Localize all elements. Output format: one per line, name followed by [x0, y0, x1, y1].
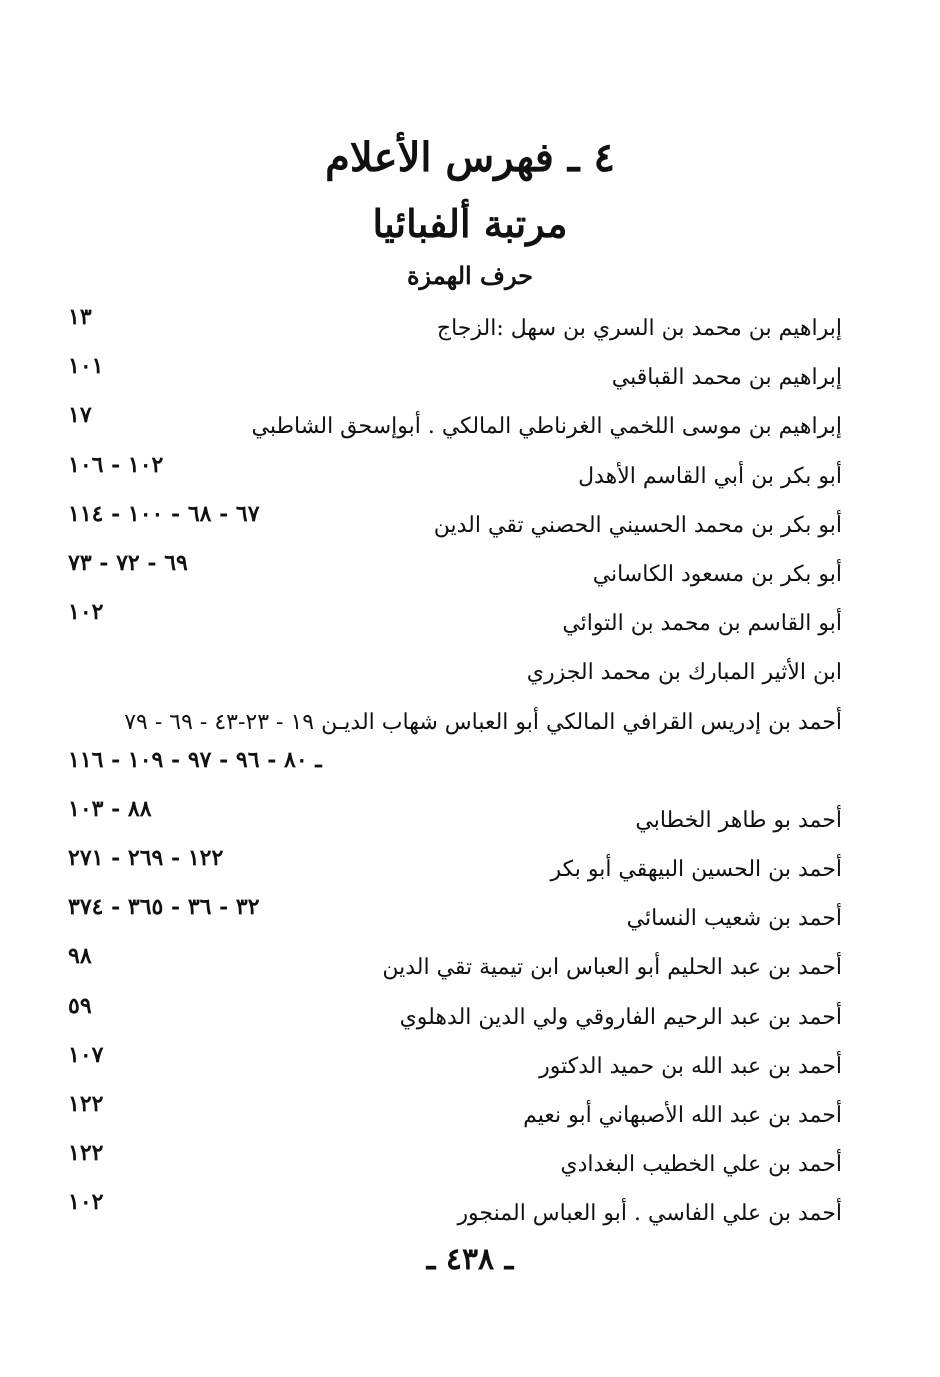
page-number: ـ ٤٣٨ ـ	[426, 1242, 514, 1277]
entry-name: أحمد بن عبد الله بن حميد الدكتور	[539, 1053, 842, 1079]
index-entry	[0, 497, 940, 546]
entry-name: إبراهيم بن محمد بن السري بن سهل :الزجاج	[436, 316, 842, 341]
entry-name: أحمد بن شعيب النسائي	[626, 906, 842, 932]
entry-name: إبراهيم بن موسى اللخمي الغرناطي المالكي . أبوإسحق الشاطبي	[251, 414, 842, 440]
entry-pages: ٨٨ - ١٠٣	[68, 795, 152, 822]
entry-pages: ٦٩ - ٧٢ - ٧٣	[68, 549, 188, 576]
entry-name: أحمد بن عبد الرحيم الفاروقي ولي الدين الدهلوي	[399, 1004, 842, 1030]
index-entry	[0, 989, 940, 1038]
index-entry	[0, 1038, 940, 1087]
entry-name: ابن الأثير المبارك بن محمد الجزري	[526, 660, 842, 686]
entry-pages: ١٠٢	[68, 599, 104, 626]
index-entry	[0, 1185, 940, 1234]
entry-name: أحمد بن علي الفاسي . أبو العباس المنجور	[457, 1201, 842, 1227]
entry-name: أبو بكر بن أبي القاسم الأهدل	[578, 463, 842, 489]
entry-pages: ٦٧ - ٦٨ - ١٠٠ - ١١٤	[68, 500, 260, 527]
entry-name: أبو القاسم بن محمد بن التوائي	[562, 611, 842, 637]
index-entry	[0, 841, 940, 890]
entry-pages: ١٠٧	[68, 1041, 104, 1068]
index-entry-continuation	[0, 743, 940, 792]
entry-name: أحمد بو طاهر الخطابي	[635, 807, 842, 833]
index-title: ٤ ـ فهرس الأعلام	[325, 134, 615, 181]
entry-pages: ١٧	[68, 402, 92, 429]
index-entry	[0, 300, 940, 349]
entry-name: أبو بكر بن مسعود الكاساني	[592, 561, 842, 587]
entry-pages: ١٢٢ - ٢٦٩ - ٢٧١	[68, 845, 224, 872]
entry-name: أبو بكر بن محمد الحسيني الحصني تقي الدين	[433, 512, 842, 538]
index-entry	[0, 448, 940, 497]
entry-name: إبراهيم بن محمد القباقبي	[611, 365, 842, 391]
entry-pages: ١٢٢	[68, 1140, 104, 1167]
index-entry	[0, 595, 940, 644]
index-subtitle: مرتبة ألفبائيا	[372, 201, 568, 246]
section-heading: حرف الهمزة	[406, 261, 534, 290]
entry-pages: ٥٩	[68, 992, 92, 1019]
entry-pages: ١٠١	[68, 353, 104, 380]
entry-name: أحمد بن عبد الحليم أبو العباس ابن تيمية تقي الدين	[382, 955, 842, 981]
index-entry	[0, 792, 940, 841]
entry-pages: ـ ٨٠ - ٩٦ - ٩٧ - ١٠٩ - ١١٦	[68, 746, 322, 773]
index-entries	[0, 300, 940, 1235]
entry-name: أحمد بن الحسين البيهقي أبو بكر	[550, 857, 842, 883]
entry-name: أحمد بن عبد الله الأصبهاني أبو نعيم	[523, 1103, 842, 1128]
index-entry	[0, 694, 940, 743]
index-entry	[0, 546, 940, 595]
entry-name: أحمد بن علي الخطيب البغدادي	[560, 1152, 842, 1178]
entry-pages: ١٠٢ - ١٠٦	[68, 451, 164, 478]
entry-pages: ١٣	[68, 304, 92, 330]
index-entry	[0, 1087, 940, 1136]
index-entry	[0, 644, 940, 693]
entry-pages: ٣٢ - ٣٦ - ٣٦٥ - ٣٧٤	[68, 894, 260, 921]
entry-pages: ٩٨	[68, 943, 92, 970]
entry-name: أحمد بن إدريس القرافي المالكي أبو العباس شهاب الديـن ١٩ - ٢٣-٤٣ - ٦٩ - ٧٩	[124, 709, 842, 735]
index-entry	[0, 939, 940, 988]
index-entry	[0, 398, 940, 447]
entry-pages: ١٢٢	[68, 1091, 104, 1117]
entry-pages: ١٠٢	[68, 1189, 104, 1216]
index-entry	[0, 890, 940, 939]
index-entry	[0, 349, 940, 398]
index-entry	[0, 1136, 940, 1185]
